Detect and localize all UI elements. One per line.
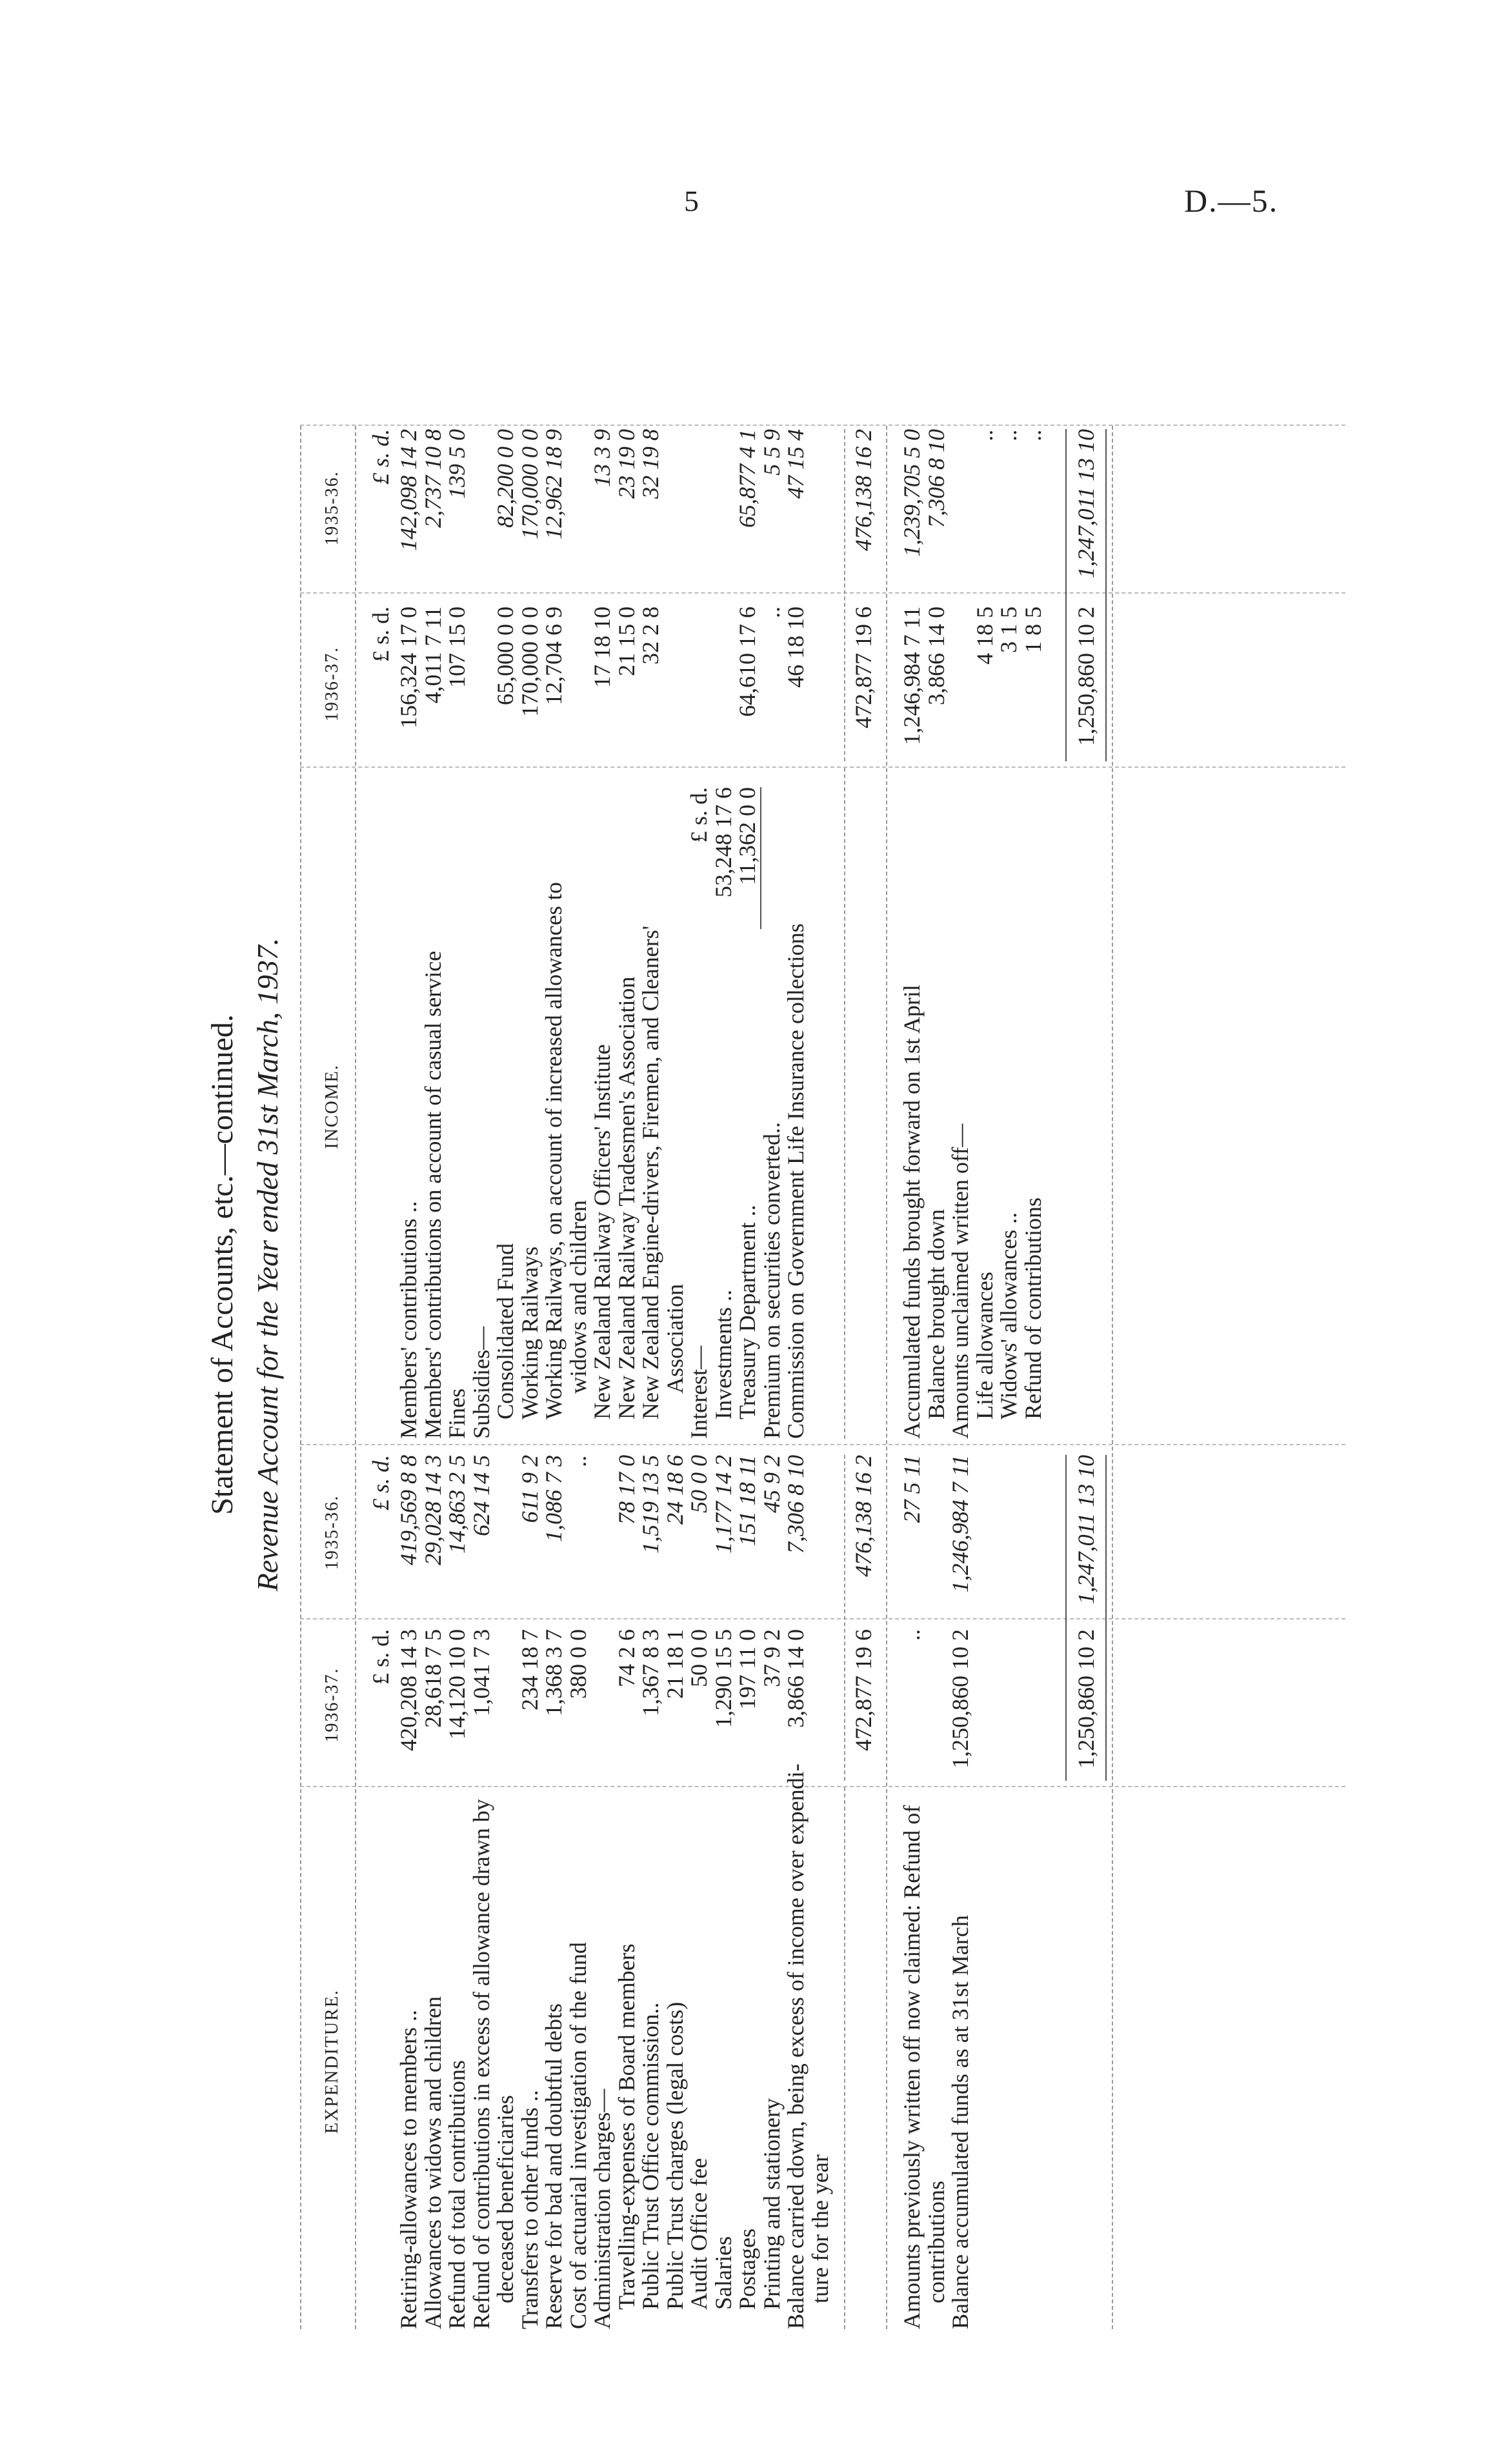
income-row-label: Consolidated Fund	[492, 1243, 518, 1419]
income-1935-36-amount: 47 15 4	[783, 429, 809, 499]
column-separator	[300, 1786, 1345, 1787]
expenditure-1936-37-amount: 197 11 0	[734, 1629, 760, 1710]
expenditure-subtotal-rule	[844, 1787, 845, 2329]
income-1935-36-amount: 12,962 18 9	[541, 429, 567, 539]
lsd-heading: £ s. d.	[368, 1455, 394, 1511]
income-total-1935-36: 1,247,011 13 10	[1073, 429, 1099, 579]
expenditure-row-label: Amounts previously written off now claimed: Refund of	[899, 1805, 925, 2329]
income-header: INCOME.	[322, 1064, 342, 1149]
income-1936-37-amount: 12,704 6 9	[541, 606, 567, 705]
expenditure-header: EXPENDITURE.	[322, 1989, 342, 2134]
expenditure-1935-36-amount: 419,569 8 8	[396, 1455, 421, 1565]
expenditure-1935-36-amount: 624 14 5	[468, 1455, 494, 1536]
income-1936-37-amount: 1 8 5	[1020, 606, 1046, 653]
expenditure-row-label: Transfers to other funds ..	[516, 2090, 543, 2329]
income-1935-36-amount: 170,000 0 0	[516, 429, 543, 539]
income-1935-36-amount: 1,239,705 5 0	[899, 429, 925, 557]
column-separator	[300, 425, 1345, 426]
expenditure-1936-37-amount: 74 2 6	[613, 1629, 639, 1687]
expenditure-total-1936-37: 1,250,860 10 2	[1073, 1629, 1099, 1768]
income-1936-37-amount: 4 18 5	[971, 606, 998, 665]
expenditure-1935-36-header: 1935-36.	[322, 1494, 342, 1570]
expenditure-1936-37-amount: 1,290 15 5	[710, 1629, 736, 1728]
expenditure-1936-37-amount: 14,120 10 0	[444, 1629, 470, 1739]
expenditure-row-label: deceased beneficiaries	[492, 2095, 518, 2303]
lsd-heading: £ s. d.	[368, 429, 394, 485]
expenditure-1935-36-amount: 1,177 14 2	[710, 1455, 736, 1554]
income-1935-36-amount: 5 5 9	[758, 429, 785, 476]
expenditure-1935-36-amount: 78 17 0	[613, 1455, 639, 1525]
lsd-heading: £ s. d.	[368, 1629, 394, 1685]
income-row-label: New Zealand Railway Tradesmen's Association	[613, 976, 639, 1419]
income-1936-37-amount: 3,866 14 0	[923, 606, 949, 705]
interest-lsd-heading: £ s. d.	[686, 787, 712, 843]
expenditure-1935-36-amount: 45 9 2	[758, 1455, 785, 1513]
expenditure-row-label: Administration charges—	[589, 2088, 615, 2329]
expenditure-1936-37-amount: 420,208 14 3	[396, 1629, 421, 1751]
income-total-bottom-rule	[1105, 429, 1107, 761]
income-row-label: Refund of contributions	[1020, 1197, 1046, 1419]
expenditure-1935-36-amount: 1,246,984 7 11	[947, 1455, 973, 1593]
page-number: 5	[684, 185, 699, 217]
statement-title: Statement of Accounts, etc.—continued.	[205, 1014, 239, 1515]
expenditure-row-label: Reserve for bad and doubtful debts	[541, 2003, 567, 2329]
expenditure-row-label: Salaries	[710, 2236, 736, 2310]
income-subtotal-rule	[844, 429, 845, 761]
income-row-label: Fines	[444, 1388, 470, 1439]
expenditure-row-label: Printing and stationery	[758, 2098, 785, 2310]
expenditure-row-label: Balance accumulated funds as at 31st March	[947, 1915, 973, 2329]
income-1935-36-amount: ..	[1020, 429, 1046, 441]
expenditure-subtotal-rule	[844, 1455, 845, 1781]
income-1935-36-amount: 65,877 4 1	[734, 429, 760, 528]
expenditure-1935-36-amount: 14,863 2 5	[444, 1455, 470, 1554]
income-row-label: Life allowances	[971, 1272, 998, 1419]
income-subtotal-1935-36: 476,138 16 2	[850, 429, 876, 551]
expenditure-row-label: Public Trust Office commission..	[638, 2002, 663, 2310]
revenue-account-subtitle: Revenue Account for the Year ended 31st March, 1937.	[251, 937, 284, 1592]
income-row-label: Premium on securities converted..	[758, 1122, 785, 1439]
income-row-label: Treasury Department ..	[734, 1205, 760, 1419]
table-top-rule	[300, 426, 301, 2329]
income-row-label: Members' contributions ..	[396, 1201, 421, 1439]
expenditure-row-label: Refund of contributions in excess of allowance drawn by	[468, 1799, 494, 2329]
expenditure-1935-36-amount: 27 5 11	[899, 1455, 925, 1523]
income-row-label: New Zealand Railway Officers' Institute	[589, 1044, 615, 1419]
expenditure-row-label: Cost of actuarial investigation of the fund	[565, 1942, 591, 2329]
column-separator	[300, 1618, 1345, 1619]
expenditure-row-label: contributions	[923, 2181, 949, 2303]
expenditure-1936-37-amount: 1,368 3 7	[541, 1629, 567, 1716]
expenditure-1935-36-amount: 611 9 2	[516, 1455, 543, 1523]
income-1936-37-amount: 32 2 8	[638, 606, 663, 665]
expenditure-1935-36-amount: 29,028 14 3	[419, 1455, 446, 1565]
expenditure-1936-37-amount: 21 18 1	[661, 1629, 688, 1699]
income-row-label: Interest—	[686, 1346, 712, 1439]
income-1936-37-amount: 21 15 0	[613, 606, 639, 676]
revenue-account-table	[205, 200, 1410, 2329]
column-separator	[300, 766, 1345, 768]
income-subtotal-rule	[844, 768, 845, 1439]
income-subtotal-1936-37: 472,877 19 6	[850, 606, 876, 728]
income-row-label: Commission on Government Life Insurance collections	[783, 923, 809, 1439]
income-1935-36-amount: ..	[971, 429, 998, 441]
income-1935-36-amount: 82,200 0 0	[492, 429, 518, 528]
expenditure-row-label: Balance carried down, being excess of income over expendi-	[783, 1763, 809, 2329]
expenditure-row-label: Audit Office fee	[686, 2158, 712, 2310]
income-1936-37-amount: 156,324 17 0	[396, 606, 421, 728]
expenditure-1935-36-amount: ..	[565, 1455, 591, 1467]
expenditure-row-label: Allowances to widows and children	[419, 1996, 446, 2329]
income-row-label: widows and children	[565, 1200, 591, 1394]
expenditure-total-rule	[1065, 1455, 1067, 1781]
income-row-label: Accumulated funds brought forward on 1st April	[899, 985, 925, 1439]
expenditure-1936-37-amount: 1,367 8 3	[638, 1629, 663, 1716]
expenditure-1936-37-amount: 380 0 0	[565, 1629, 591, 1699]
income-1935-36-amount: 13 3 9	[589, 429, 615, 487]
income-1935-36-amount: 23 19 0	[613, 429, 639, 499]
expenditure-1936-37-amount: 1,250,860 10 2	[947, 1629, 973, 1768]
income-1936-37-amount: 107 15 0	[444, 606, 470, 688]
document-reference: D.—5.	[1184, 183, 1279, 219]
expenditure-1936-37-amount: 37 9 2	[758, 1629, 785, 1687]
expenditure-1936-37-amount: ..	[899, 1629, 925, 1641]
income-1935-36-amount: 2,737 10 8	[419, 429, 446, 528]
income-1935-36-amount: 32 19 8	[638, 429, 663, 499]
expenditure-1936-37-header: 1936-37.	[322, 1667, 342, 1743]
expenditure-total-1935-36: 1,247,011 13 10	[1073, 1455, 1099, 1605]
income-1935-36-amount: 142,098 14 2	[396, 429, 421, 551]
table-bottom-rule	[1112, 426, 1113, 2329]
expenditure-row-label: ture for the year	[807, 2154, 833, 2303]
expenditure-total-bottom-rule	[1105, 1455, 1107, 1781]
income-1936-37-amount: 65,000 0 0	[492, 606, 518, 705]
column-separator	[300, 592, 1345, 594]
expenditure-1935-36-amount: 1,519 13 5	[638, 1455, 663, 1554]
expenditure-1936-37-amount: 1,041 7 3	[468, 1629, 494, 1716]
expenditure-1936-37-amount: 3,866 14 0	[783, 1629, 809, 1728]
income-1936-37-amount: 4,011 7 11	[419, 606, 446, 704]
subtotal-bottom-rule	[886, 426, 887, 2329]
expenditure-row-label: Public Trust charges (legal costs)	[661, 2001, 688, 2310]
expenditure-row-label: Refund of total contributions	[444, 2060, 470, 2329]
expenditure-1936-37-amount: 234 18 7	[516, 1629, 543, 1710]
expenditure-row-label: Travelling-expenses of Board members	[613, 1943, 639, 2310]
income-row-label: Association	[661, 1284, 688, 1394]
interest-subtotal-rule	[760, 787, 761, 929]
income-1936-37-amount: ..	[758, 606, 785, 618]
income-1935-36-amount: 139 5 0	[444, 429, 470, 499]
expenditure-1935-36-amount: 7,306 8 10	[783, 1455, 809, 1554]
income-row-label: Investments ..	[710, 1290, 736, 1419]
column-separator	[300, 1444, 1345, 1445]
income-total-1936-37: 1,250,860 10 2	[1073, 606, 1099, 746]
interest-treasury-amount: 11,362 0 0	[734, 787, 760, 885]
income-row-label: Subsidies—	[468, 1326, 494, 1439]
income-row-label: Working Railways, on account of increased allowances to	[541, 882, 567, 1419]
income-1936-37-amount: 64,610 17 6	[734, 606, 760, 717]
income-1936-37-header: 1936-37.	[322, 646, 342, 722]
income-1935-36-header: 1935-36.	[322, 470, 342, 546]
income-total-rule	[1065, 429, 1067, 761]
income-1936-37-amount: 3 1 5	[996, 606, 1021, 653]
expenditure-row-label: Retiring-allowances to members ..	[396, 2010, 421, 2329]
income-row-label: New Zealand Engine-drivers, Firemen, and Cleaners'	[638, 925, 663, 1419]
expenditure-1936-37-amount: 28,618 7 5	[419, 1629, 446, 1728]
income-row-label: Amounts unclaimed written off—	[947, 1123, 973, 1439]
expenditure-1935-36-amount: 151 18 11	[734, 1455, 760, 1547]
expenditure-subtotal-1936-37: 472,877 19 6	[850, 1629, 876, 1751]
income-1936-37-amount: 17 18 10	[589, 606, 615, 688]
income-row-label: Working Railways	[516, 1246, 543, 1419]
income-row-label: Balance brought down	[923, 1209, 949, 1419]
income-1935-36-amount: ..	[996, 429, 1021, 441]
income-1936-37-amount: 170,000 0 0	[516, 606, 543, 717]
income-row-label: Members' contributions on account of casual service	[419, 950, 446, 1439]
income-1935-36-amount: 7,306 8 10	[923, 429, 949, 528]
lsd-heading: £ s. d.	[368, 606, 394, 663]
expenditure-1935-36-amount: 24 18 6	[661, 1455, 688, 1525]
income-1936-37-amount: 1,246,984 7 11	[899, 606, 925, 745]
income-1936-37-amount: 46 18 10	[783, 606, 809, 688]
income-row-label: Widows' allowances ..	[996, 1212, 1021, 1419]
expenditure-1935-36-amount: 1,086 7 3	[541, 1455, 567, 1542]
expenditure-row-label: Postages	[734, 2229, 760, 2310]
interest-investments-amount: 53,248 17 6	[710, 787, 736, 897]
expenditure-subtotal-1935-36: 476,138 16 2	[850, 1455, 876, 1577]
expenditure-1935-36-amount: 50 0 0	[686, 1455, 712, 1513]
expenditure-1936-37-amount: 50 0 0	[686, 1629, 712, 1687]
header-bottom-rule	[355, 426, 356, 2329]
